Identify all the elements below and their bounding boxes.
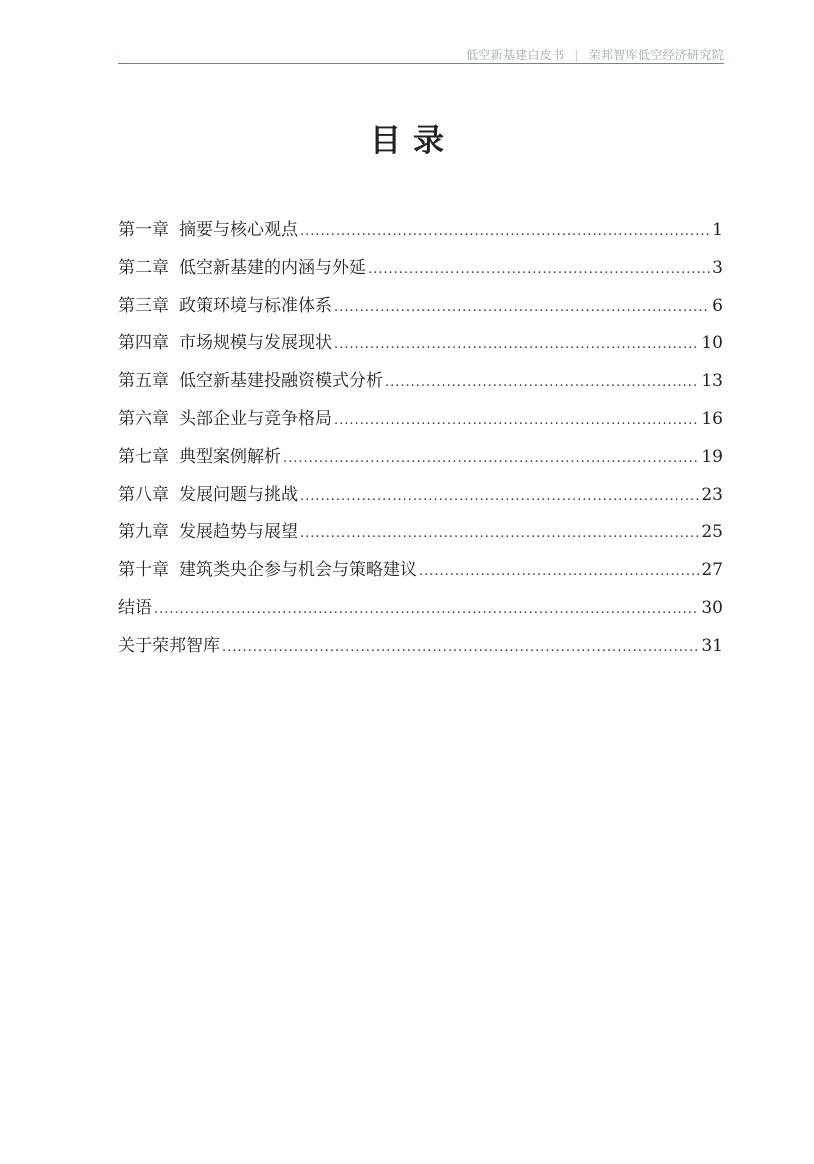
toc-dot-leader <box>283 452 699 465</box>
toc-chapter-number: 第三章 <box>118 295 169 316</box>
toc-chapter-number: 第一章 <box>118 220 169 240</box>
toc-dot-leader <box>385 376 699 389</box>
toc-page-number: 19 <box>701 446 723 467</box>
toc-dot-leader <box>300 490 699 503</box>
page-title: 目录 <box>370 123 456 159</box>
toc-page-number: 23 <box>701 484 723 505</box>
running-header-text <box>466 46 724 63</box>
toc-page-number: 16 <box>701 408 723 429</box>
toc-page-number: 31 <box>701 635 723 656</box>
toc-entry-title: 政策环境与标准体系 <box>179 295 332 316</box>
toc-chapter-number: 第十章 <box>118 560 169 581</box>
toc-page-number: 10 <box>701 333 723 354</box>
toc-entry-title: 头部企业与竞争格局 <box>179 408 332 429</box>
toc-dot-leader <box>368 263 710 276</box>
toc-dot-leader <box>300 527 699 540</box>
toc-page-number: 25 <box>701 522 723 543</box>
header-separator: | <box>574 48 579 62</box>
table-of-contents <box>118 215 723 669</box>
toc-entry-title: 典型案例解析 <box>179 446 281 467</box>
toc-entry-title: 低空新基建投融资模式分析 <box>179 371 383 392</box>
toc-entry[interactable] <box>118 328 723 366</box>
toc-entry[interactable] <box>118 480 723 518</box>
toc-entry-title: 建筑类央企参与机会与策略建议 <box>179 560 417 581</box>
toc-dot-leader <box>334 301 710 314</box>
toc-chapter-number: 第二章 <box>118 257 169 278</box>
running-header <box>118 42 724 64</box>
toc-entry[interactable] <box>118 517 723 555</box>
toc-dot-leader <box>222 641 699 654</box>
toc-chapter-number: 第七章 <box>118 446 169 467</box>
toc-dot-leader <box>154 603 699 616</box>
toc-page-number: 27 <box>701 560 723 581</box>
toc-page-number: 13 <box>701 371 723 392</box>
toc-entry[interactable] <box>118 442 723 480</box>
toc-entry-title: 发展趋势与展望 <box>179 522 298 543</box>
toc-entry[interactable] <box>118 253 723 291</box>
toc-entry-title: 发展问题与挑战 <box>179 484 298 505</box>
toc-dot-leader <box>300 225 710 238</box>
toc-entry[interactable] <box>118 593 723 631</box>
toc-entry-title: 摘要与核心观点 <box>179 220 298 240</box>
toc-entry[interactable] <box>118 404 723 442</box>
toc-page-number: 3 <box>712 257 723 278</box>
toc-entry[interactable] <box>118 631 723 669</box>
toc-entry-title: 关于荣邦智库 <box>118 635 220 656</box>
toc-entry[interactable] <box>118 366 723 404</box>
toc-dot-leader <box>419 565 699 578</box>
toc-page-number: 6 <box>712 295 723 316</box>
toc-dot-leader <box>334 338 699 351</box>
header-publisher: 荣邦智库低空经济研究院 <box>588 48 724 62</box>
toc-chapter-number: 第五章 <box>118 371 169 392</box>
toc-entry[interactable] <box>118 291 723 329</box>
toc-page-number: 1 <box>712 220 723 240</box>
toc-entry-title: 低空新基建的内涵与外延 <box>179 257 366 278</box>
toc-entry-title: 市场规模与发展现状 <box>179 333 332 354</box>
header-report-title: 低空新基建白皮书 <box>465 48 565 62</box>
toc-dot-leader <box>334 414 699 427</box>
toc-entry[interactable] <box>118 555 723 593</box>
toc-page-number: 30 <box>701 597 723 618</box>
toc-chapter-number: 第九章 <box>118 522 169 543</box>
toc-chapter-number: 第六章 <box>118 408 169 429</box>
toc-chapter-number: 第四章 <box>118 333 169 354</box>
toc-entry[interactable] <box>118 215 723 253</box>
toc-chapter-number: 第八章 <box>118 484 169 505</box>
toc-entry-title: 结语 <box>118 597 152 618</box>
